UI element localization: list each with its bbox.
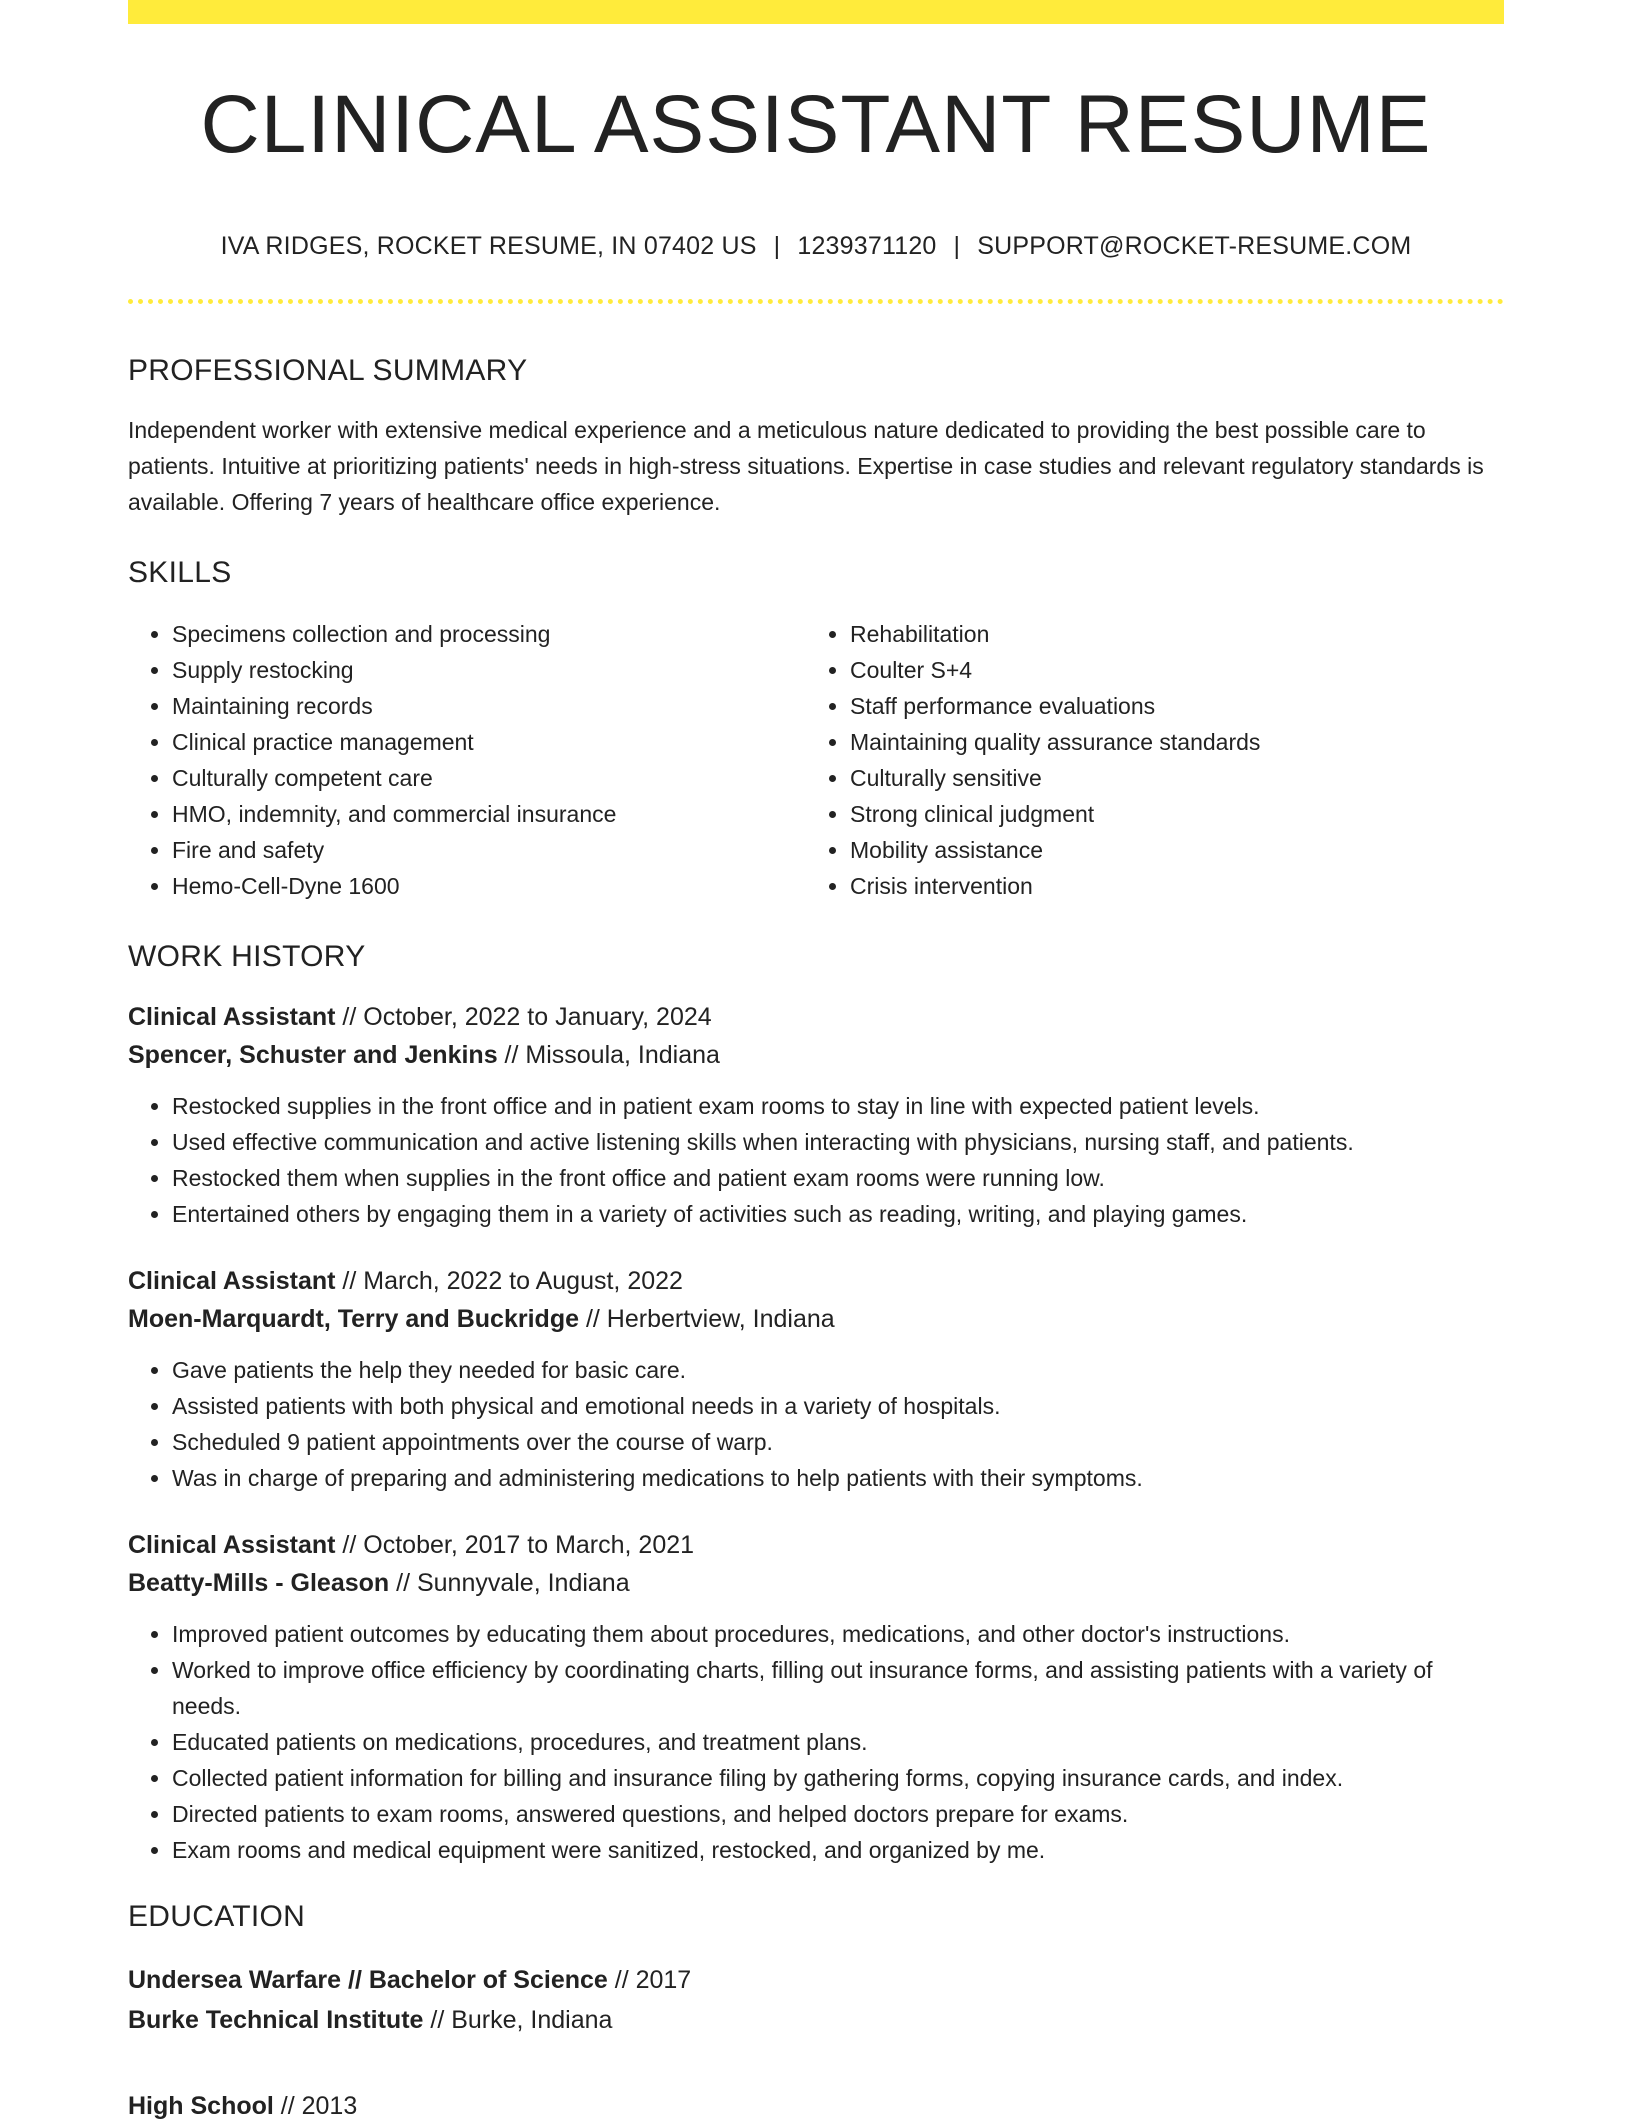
- job-title-line: [128, 998, 1504, 1036]
- list-item: • Entertained others by engaging them in a variety of activities such as reading, writing, and playing games.: [172, 1196, 1504, 1232]
- list-item: • Was in charge of preparing and administering medications to help patients with their symptoms.: [172, 1460, 1504, 1496]
- job-title-line: [128, 1526, 1504, 1564]
- skills-column-right: [806, 616, 1484, 904]
- page-title: CLINICAL ASSISTANT RESUME: [200, 79, 1432, 170]
- education-location: // Burke, Indiana: [423, 2006, 613, 2034]
- list-item: • Gave patients the help they needed for basic care.: [172, 1352, 1504, 1388]
- job-company: Moen-Marquardt, Terry and Buckridge: [128, 1305, 579, 1333]
- job-entry: [128, 998, 1504, 1232]
- list-item: • Worked to improve office efficiency by coordinating charts, filling out insurance forms, and assisting patients with a variety of needs.: [172, 1652, 1504, 1724]
- job-dates: // March, 2022 to August, 2022: [335, 1267, 683, 1295]
- job-company-line: [128, 1036, 1504, 1074]
- education-year: // 2013: [273, 2092, 358, 2120]
- list-item: • Clinical practice management: [172, 724, 806, 760]
- job-location: // Herbertview, Indiana: [579, 1305, 835, 1333]
- education-degree-line: [128, 2086, 1504, 2126]
- skills-column-left: [128, 616, 806, 904]
- contact-email: SUPPORT@ROCKET-RESUME.COM: [977, 232, 1412, 260]
- list-item: • Collected patient information for billing and insurance filing by gathering forms, copying insurance cards, and index.: [172, 1760, 1504, 1796]
- list-item: • Restocked supplies in the front office and in patient exam rooms to stay in line with expected patient levels.: [172, 1088, 1504, 1124]
- list-item: • Fire and safety: [172, 832, 806, 868]
- job-entry: [128, 1526, 1504, 1868]
- education-entry: [128, 2086, 1504, 2126]
- job-title: Clinical Assistant: [128, 1267, 336, 1295]
- job-company: Beatty-Mills - Gleason: [128, 1569, 390, 1597]
- list-item: • Restocked them when supplies in the front office and patient exam rooms were running low.: [172, 1160, 1504, 1196]
- job-location: // Missoula, Indiana: [497, 1041, 720, 1069]
- contact-line: [128, 234, 1504, 259]
- list-item: • Strong clinical judgment: [850, 796, 1484, 832]
- job-bullets: [128, 1352, 1504, 1496]
- job-dates: // October, 2022 to January, 2024: [335, 1003, 712, 1031]
- job-title-line: [128, 1262, 1504, 1300]
- contact-address: IVA RIDGES, ROCKET RESUME, IN 07402 US: [220, 232, 757, 260]
- list-item: • Culturally sensitive: [850, 760, 1484, 796]
- education-degree: Undersea Warfare // Bachelor of Science: [128, 1966, 608, 1994]
- job-title: Clinical Assistant: [128, 1531, 336, 1559]
- education-school: Burke Technical Institute: [128, 2006, 424, 2034]
- list-item: • Maintaining quality assurance standards: [850, 724, 1484, 760]
- job-location: // Sunnyvale, Indiana: [389, 1569, 630, 1597]
- list-item: • Scheduled 9 patient appointments over the course of warp.: [172, 1424, 1504, 1460]
- skills-heading: SKILLS: [128, 556, 232, 589]
- education-school-line: [128, 2000, 1504, 2040]
- list-item: • Hemo-Cell-Dyne 1600: [172, 868, 806, 904]
- summary-heading: PROFESSIONAL SUMMARY: [128, 354, 528, 387]
- list-item: • Exam rooms and medical equipment were sanitized, restocked, and organized by me.: [172, 1832, 1504, 1868]
- list-item: • Crisis intervention: [850, 868, 1484, 904]
- resume-page: [128, 0, 1504, 2126]
- list-item: • Improved patient outcomes by educating them about procedures, medications, and other doctor's instructions.: [172, 1616, 1504, 1652]
- dotted-divider: [128, 299, 1504, 304]
- job-dates: // October, 2017 to March, 2021: [335, 1531, 695, 1559]
- education-heading: EDUCATION: [128, 1900, 306, 1933]
- list-item: • Used effective communication and active listening skills when interacting with physicians, nursing staff, and patients.: [172, 1124, 1504, 1160]
- job-bullets: [128, 1088, 1504, 1232]
- list-item: • Culturally competent care: [172, 760, 806, 796]
- list-item: • Mobility assistance: [850, 832, 1484, 868]
- accent-bar: [128, 0, 1504, 24]
- work-history-heading: WORK HISTORY: [128, 940, 366, 973]
- job-title: Clinical Assistant: [128, 1003, 336, 1031]
- contact-phone: 1239371120: [797, 232, 937, 260]
- list-item: • Directed patients to exam rooms, answered questions, and helped doctors prepare for exams.: [172, 1796, 1504, 1832]
- list-item: • Staff performance evaluations: [850, 688, 1484, 724]
- list-item: • Supply restocking: [172, 652, 806, 688]
- contact-separator: |: [773, 232, 781, 260]
- list-item: • Assisted patients with both physical and emotional needs in a variety of hospitals.: [172, 1388, 1504, 1424]
- job-bullets: [128, 1616, 1504, 1868]
- list-item: • Educated patients on medications, procedures, and treatment plans.: [172, 1724, 1504, 1760]
- contact-separator: |: [953, 232, 961, 260]
- list-item: • Coulter S+4: [850, 652, 1484, 688]
- job-entry: [128, 1262, 1504, 1496]
- education-degree-line: [128, 1960, 1504, 2000]
- list-item: • Maintaining records: [172, 688, 806, 724]
- education-degree: High School: [128, 2092, 274, 2120]
- skills-list: [128, 616, 1504, 904]
- education-entry: [128, 1960, 1504, 2040]
- list-item: • Rehabilitation: [850, 616, 1484, 652]
- education-year: // 2017: [607, 1966, 692, 1994]
- job-company-line: [128, 1564, 1504, 1602]
- summary-text: Independent worker with extensive medical experience and a meticulous nature dedicated to providing the best possible care to patients. Intuitive at prioritizing patients' needs in high-stress situations. Expertise in case studies and relevant regulatory standards is available. Offering 7 years of healthcare office experience.: [128, 417, 1484, 515]
- list-item: • HMO, indemnity, and commercial insurance: [172, 796, 806, 832]
- job-company-line: [128, 1300, 1504, 1338]
- list-item: • Specimens collection and processing: [172, 616, 806, 652]
- job-company: Spencer, Schuster and Jenkins: [128, 1041, 498, 1069]
